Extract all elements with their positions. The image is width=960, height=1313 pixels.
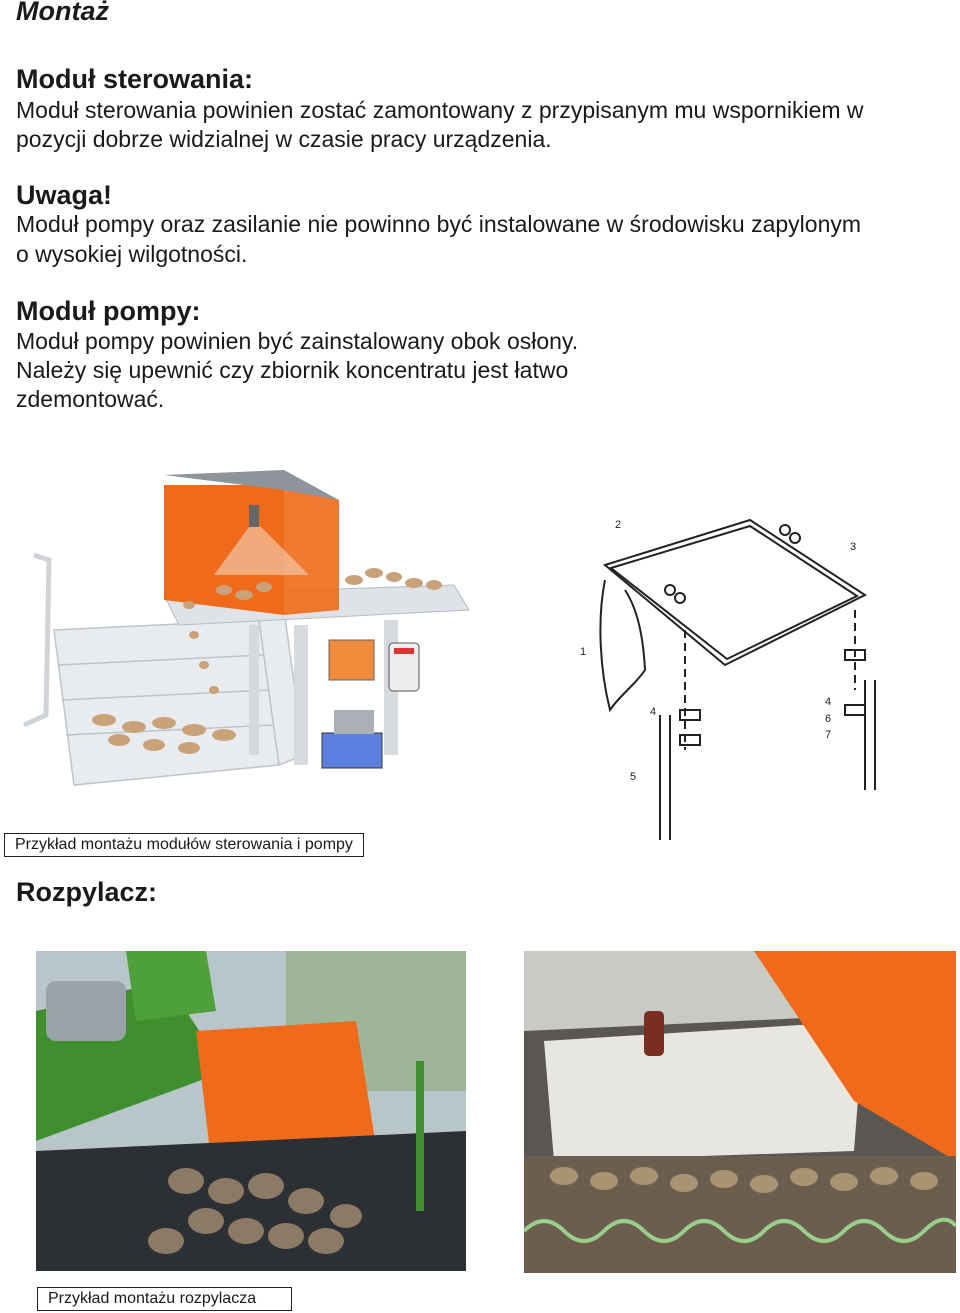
warning-text-line1: Moduł pompy oraz zasilanie nie powinno być instalowane w środowisku zapylonym [16,211,862,237]
page-title: Montaż [16,0,109,26]
sprayer-heading: Rozpylacz: [16,877,158,907]
control-module-heading: Moduł sterowania: [16,64,254,94]
sprayer-photo-underside [524,951,956,1273]
caption-sprayer: Przykład montażu rozpylacza [37,1287,292,1311]
control-module-text-line1: Moduł sterowania powinien zostać zamontowany z przypisanym mu wspornikiem w [16,97,864,123]
pump-module-text-line2: Należy się upewnić czy zbiornik koncentratu jest łatwo [16,357,569,383]
drawing-label-5: 5 [630,771,637,783]
caption-modules: Przykład montażu modułów sterowania i pompy [4,833,364,857]
drawing-label-6: 6 [825,713,832,725]
drawing-label-7: 7 [825,729,832,741]
drawing-label-2: 2 [615,519,622,531]
mounting-drawing-image [575,510,935,855]
drawing-label-3: 3 [850,541,857,553]
drawing-label-1: 1 [580,646,587,658]
sprayer-photo-harvester [36,951,466,1271]
warning-text-line2: o wysokiej wilgotności. [16,241,248,267]
control-module-text-line2: pozycji dobrze widzialnej w czasie pracy urządzenia. [16,126,552,152]
drawing-label-4a: 4 [650,706,657,718]
pump-module-text-line3: zdemontować. [16,386,165,412]
pump-module-text-line1: Moduł pompy powinien być zainstalowany obok osłony. [16,328,579,354]
warning-heading: Uwaga! [16,180,113,210]
pump-module-heading: Moduł pompy: [16,296,201,326]
drawing-label-4b: 4 [825,696,832,708]
installation-render-image [14,465,474,805]
